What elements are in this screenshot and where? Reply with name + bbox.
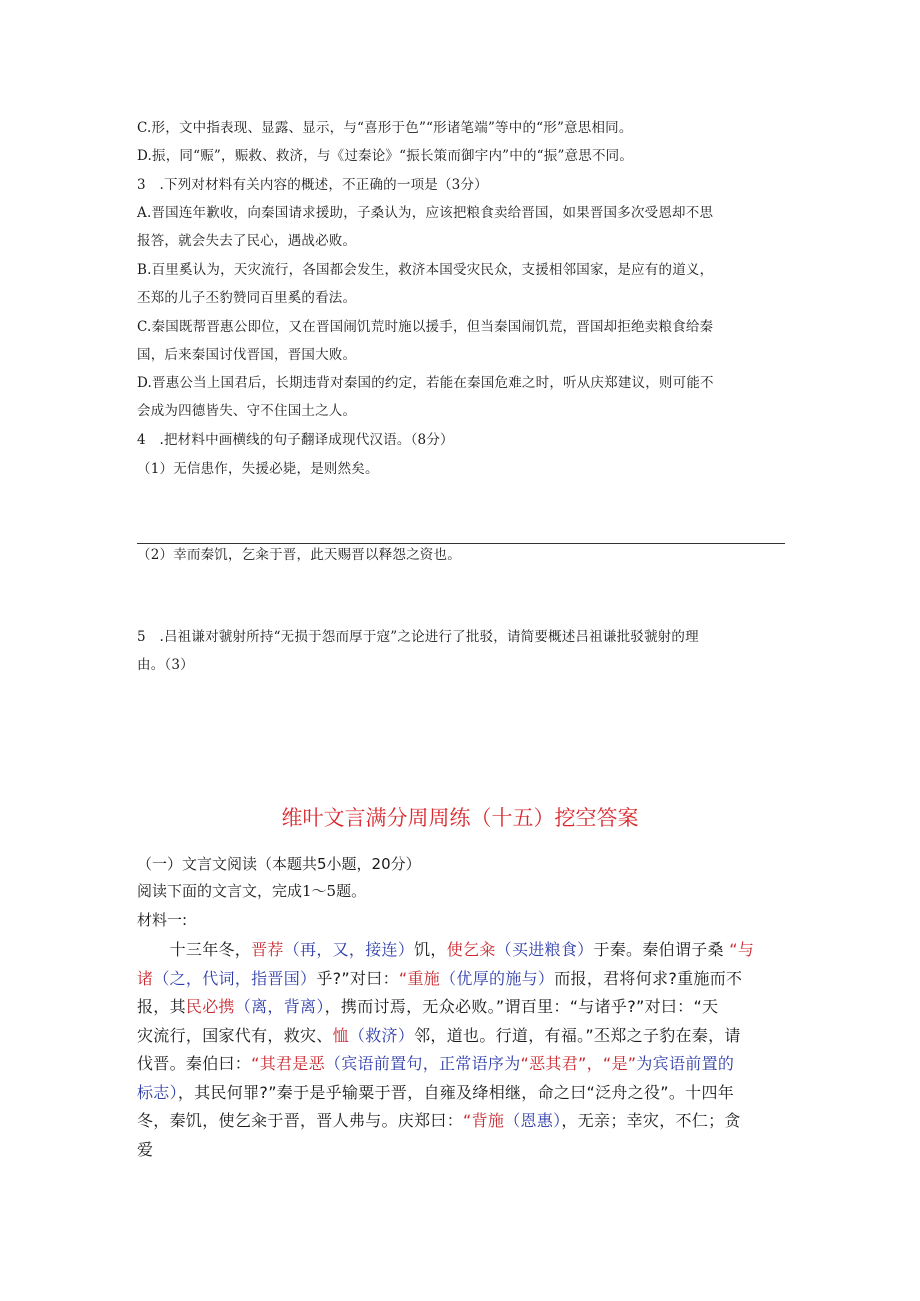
- q3-stem: 3 .下列对材料有关内容的概述，不正确的一项是（3分）: [137, 177, 488, 193]
- passage-line: [137, 938, 787, 962]
- passage-text: 冬，秦饥，使乞籴于晋，晋人弗与。庆郑曰：: [137, 1111, 464, 1130]
- q3-option-b-line1: B.百里奚认为，天灾流行，各国都会发生，救济本国受灾民众，支援相邻国家，是应有的道义，: [137, 262, 714, 278]
- q3-option-d-line1: D.晋惠公当上国君后，长期违背对秦国的约定，若能在秦国危难之时，听从庆郑建议，则可能不: [137, 375, 714, 391]
- passage-line: [137, 1081, 787, 1105]
- q3-option-b-line2: 丕郑的儿子丕豹赞同百里奚的看法。: [137, 290, 357, 306]
- q3-option-a-line2: 报答，就会失去了民心，遇战必败。: [137, 233, 357, 249]
- passage-text: 于秦。秦伯谓子桑: [593, 940, 730, 959]
- passage-text: 报，其: [137, 997, 186, 1016]
- gloss-annotation: （宾语前置句，正常语序为: [324, 1054, 521, 1073]
- q3-option-c-line1: C.秦国既帮晋惠公即位，又在晋国闹饥荒时施以援手，但当秦国闹饥荒，晋国却拒绝卖粮食给秦: [137, 319, 714, 335]
- highlighted-word: “与: [729, 940, 755, 959]
- passage-line: [137, 1024, 787, 1048]
- passage-text: 饥，: [414, 940, 447, 959]
- gloss-annotation: （买进粮食）: [495, 940, 594, 959]
- passage-text: 而报，君将何求?重施而不: [554, 968, 743, 988]
- q5-stem-line2: 由。（3）: [137, 657, 194, 673]
- passage-text: ，其民何罪?”秦于是乎输粟于晋，自雍及绛相继，命之曰“泛舟之役”。十四年: [177, 1082, 735, 1102]
- answer-title: 维叶文言满分周周练（十五）挖空答案: [281, 806, 639, 830]
- highlighted-word: “其君是恶: [251, 1054, 325, 1073]
- highlighted-word: 恤: [332, 1025, 349, 1045]
- q3-option-a-line1: A.晋国连年歉收，向秦国请求援助，子桑认为，应该把粮食卖给晋国，如果晋国多次受恩却不思: [137, 205, 714, 221]
- q2-option-d: D.振，同“赈”，赈救、救济，与《过秦论》“振长策而御宇内”中的“振”意思不同。: [137, 148, 634, 164]
- highlighted-word: 使乞籴: [446, 940, 496, 959]
- q2-option-c: C.形，文中指表现、显露、显示，与“喜形于色”“形诸笔端”等中的“形”意思相同。: [137, 120, 633, 136]
- highlighted-word: “重施: [398, 968, 441, 988]
- q5-stem-line1: 5 .吕祖谦对虢射所持“无损于怨而厚于寇”之论进行了批驳，请简要概述吕祖谦批驳虢射的理: [137, 629, 699, 645]
- highlighted-word: “背施: [463, 1111, 505, 1130]
- passage-line: [137, 967, 787, 991]
- passage-text: 邻，道也。行道，有福。”丕郑之子豹在秦，请: [414, 1025, 741, 1045]
- highlighted-word: 民必携: [185, 997, 235, 1016]
- passage-text: 灾流行，国家代有，救灾、: [137, 1025, 333, 1045]
- passage-line: [137, 1138, 787, 1162]
- material-label: 材料一:: [137, 911, 188, 929]
- passage-text: 伐晋。秦伯曰：: [137, 1054, 252, 1073]
- q4-sentence-1: （1）无信患作，失援必毙，是则然矣。: [137, 461, 379, 477]
- q4-stem: 4 .把材料中画横线的句子翻译成现代汉语。（8分）: [137, 432, 454, 448]
- passage-text: 十三年冬，: [137, 940, 252, 959]
- highlighted-word: 诸: [137, 968, 154, 988]
- passage-text: ，携而讨焉，无众必败。”谓百里：“与诸乎?”对曰：“天: [324, 997, 719, 1016]
- q3-option-c-line2: 国，后来秦国讨伐晋国，晋国大败。: [137, 347, 357, 363]
- gloss-annotation: （恩惠）: [504, 1111, 562, 1130]
- gloss-annotation: （救济）: [348, 1025, 415, 1045]
- highlighted-word: “恶其君”，“是”: [520, 1054, 637, 1073]
- passage-text: ，无亲；幸灾，不仁；贪: [561, 1111, 741, 1130]
- answer-line-divider: [137, 543, 785, 544]
- passage-text: 爱: [137, 1139, 154, 1159]
- gloss-annotation: 为宾语前置的: [636, 1054, 735, 1073]
- gloss-annotation: （离，背离）: [234, 997, 325, 1016]
- gloss-annotation: （优厚的施与）: [440, 968, 555, 988]
- reading-instruction: 阅读下面的文言文，完成1〜5题。: [137, 882, 367, 900]
- q4-sentence-2: （2）幸而秦饥，乞籴于晋，此天赐晋以释怨之资也。: [137, 547, 461, 563]
- q3-option-d-line2: 会成为四德皆失、守不住国土之人。: [137, 403, 357, 419]
- passage-line: [137, 1109, 787, 1133]
- section-heading: （一）文言文阅读（本题共5小题，20分）: [137, 855, 421, 873]
- gloss-annotation: （之，代词，指晋国）: [153, 968, 317, 988]
- gloss-annotation: （再，又，接连）: [283, 940, 415, 959]
- highlighted-word: 晋荐: [251, 940, 284, 959]
- passage-line: [137, 1052, 787, 1076]
- passage-line: [137, 995, 787, 1019]
- passage-text: 乎?”对曰：: [316, 968, 399, 988]
- gloss-annotation: 标志）: [137, 1082, 178, 1102]
